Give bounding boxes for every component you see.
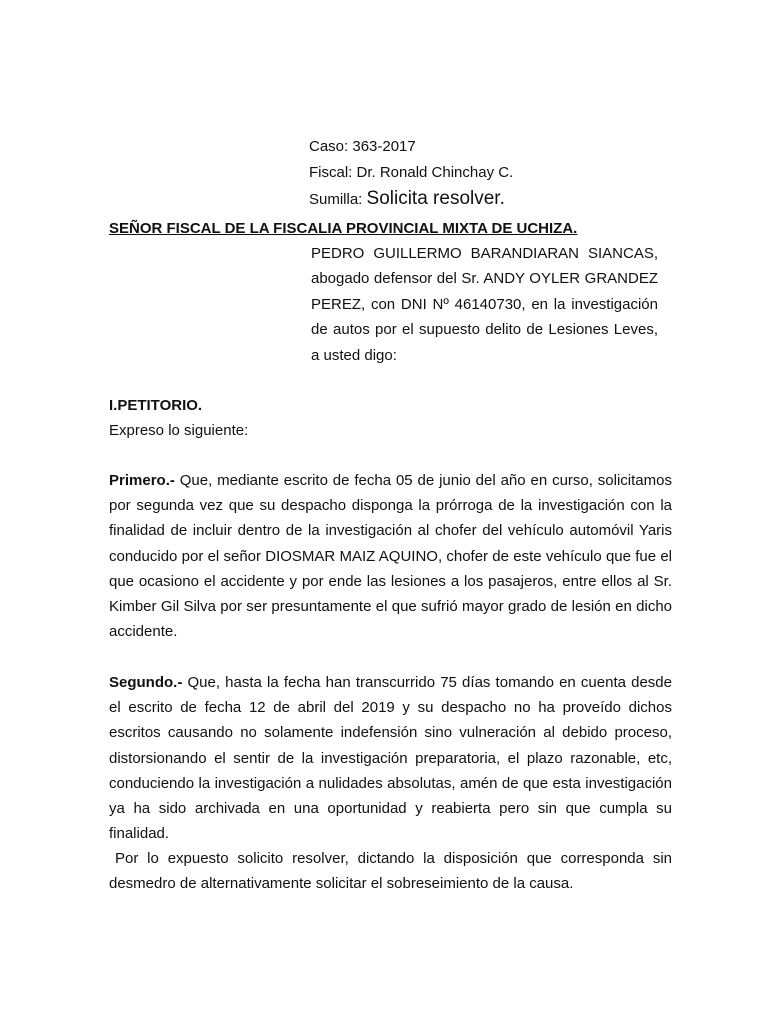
paragraph-conclusion xyxy=(109,846,672,896)
paragraph-primero xyxy=(109,468,672,644)
paragraph-text: Que, mediante escrito de fecha 05 de junio del año en curso, solicitamos por segunda vez que su despacho disponga la prórroga de la investigación con la finalidad de incluir dentro de la investigación al chofer del vehículo automóvil Yaris conducido por el señor DIOSMAR MAIZ AQUINO, chofer de este vehículo que fue el que ocasiono el accidente y por ende las lesiones a los pasajeros, entre ellos al Sr. Kimber Gil Silva por ser presuntamente el que sufrió mayor grado de lesión en dicho accidente. xyxy=(109,472,672,641)
paragraph-lead: Primero.- xyxy=(109,472,175,489)
sumilla-label: Sumilla: xyxy=(309,191,367,208)
section-subheading: Expreso lo siguiente: xyxy=(109,422,249,439)
paragraph-segundo xyxy=(109,670,672,846)
paragraph-text: Por lo expuesto solicito resolver, dictando la disposición que corresponda sin desmedro de alternativamente solicitar el sobreseimiento de la causa. xyxy=(109,850,672,893)
paragraph-text: Que, hasta la fecha han transcurrido 75 días tomando en cuenta desde el escrito de fecha 12 de abril del 2019 y su despacho no ha proveído dichos escritos causando no solamente indefensión sino vulneración al debido proceso, distorsionando el sentir de la investigación preparatoria, el plazo razonable, etc, conduciendo la investigación a nulidades absolutas, amén de que esta investigación ya ha sido archivada en una oportunidad y reabierta pero sin que cumpla su finalidad. xyxy=(109,674,672,843)
case-header xyxy=(309,134,669,213)
sumilla-line xyxy=(309,186,669,213)
case-number: Caso: 363-2017 xyxy=(309,138,416,155)
section-heading: I.PETITORIO. xyxy=(109,397,203,414)
prosecutor-name: Fiscal: Dr. Ronald Chinchay C. xyxy=(309,164,514,181)
paragraph-lead: Segundo.- xyxy=(109,674,183,691)
intro-paragraph: PEDRO GUILLERMO BARANDIARAN SIANCAS, abogado defensor del Sr. ANDY OYLER GRANDEZ PEREZ, con DNI Nº 46140730, en la investigación de autos por el supuesto delito de Lesiones Leves, a usted digo: xyxy=(311,245,658,364)
addressee-heading: SEÑOR FISCAL DE LA FISCALIA PROVINCIAL MIXTA DE UCHIZA. xyxy=(109,220,578,237)
sumilla-value: Solicita resolver. xyxy=(366,188,505,209)
